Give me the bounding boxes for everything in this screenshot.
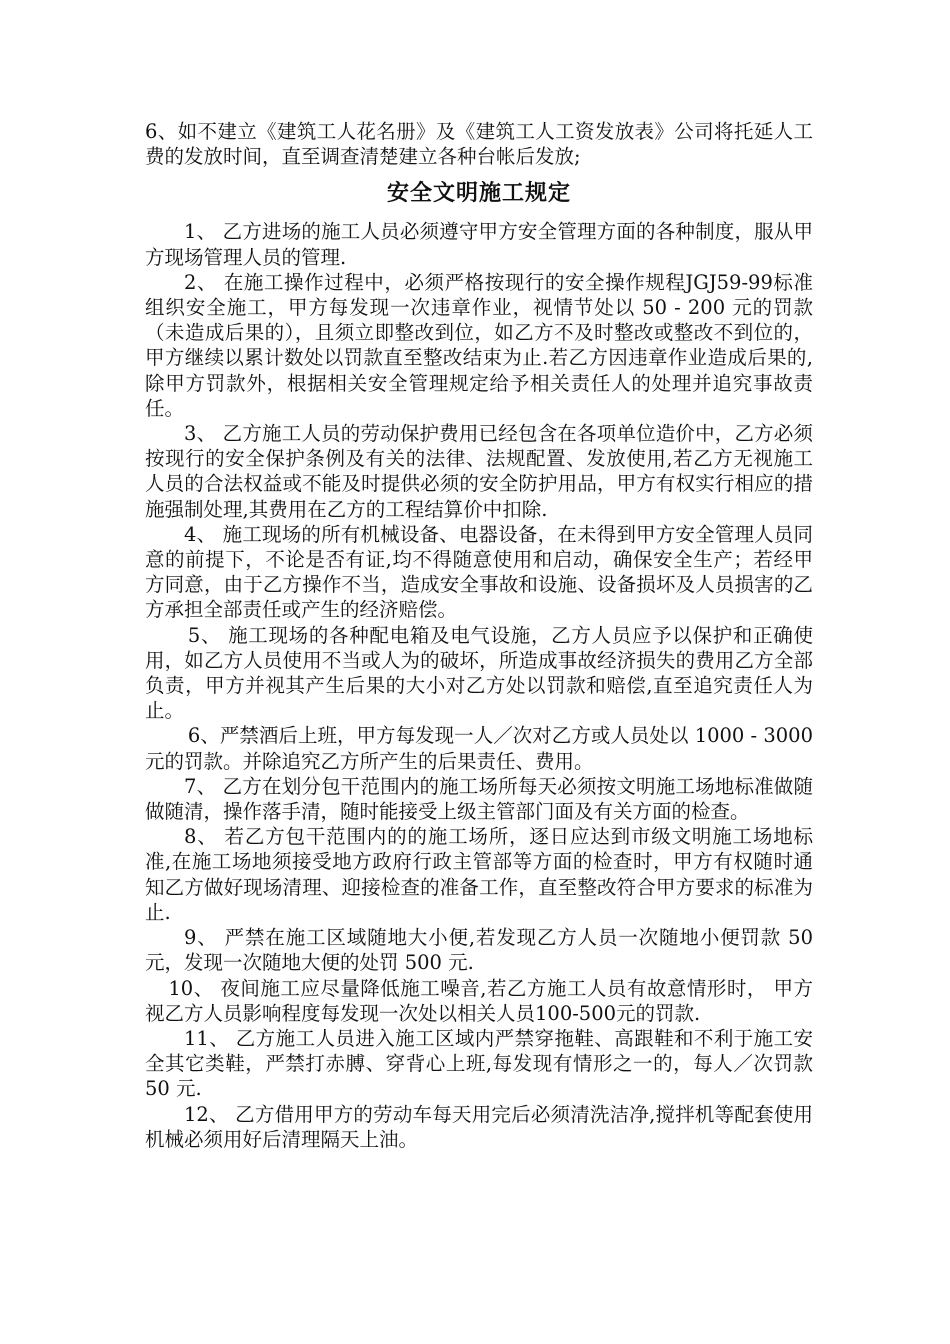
rule-item-10: 10、 夜间施工应尽量降低施工噪音,若乙方施工人员有故意情形时， 甲方视乙方人员影响程度每发现一次处以相关人员100-500元的罚款. [145, 976, 813, 1025]
rule-item-4: 4、 施工现场的所有机械设备、电器设备，在未得到甲方安全管理人员同意的前提下，不论是否有证,均不得随意使用和启动，确保安全生产；若经甲方同意，由于乙方操作不当，造成安全事故和设施、设备损坏及人员损害的乙方承担全部责任或产生的经济赔偿。 [145, 522, 813, 622]
rule-item-8: 8、 若乙方包干范围内的的施工场所，逐日应达到市级文明施工场地标准,在施工场地须接受地方政府行政主管部等方面的检查时，甲方有权随时通知乙方做好现场清理、迎接检查的准备工作，直至整改符合甲方要求的标准为止. [145, 825, 813, 924]
rule-item-7: 7、 乙方在划分包干范围内的施工场所每天必须按文明施工场地标准做随做随清，操作落手清，随时能接受上级主管部门面及有关方面的检查。 [145, 774, 813, 824]
rule-item-9: 9、 严禁在施工区域随地大小便,若发现乙方人员一次随地小便罚款 50 元，发现一次随地大便的处罚 500 元. [145, 926, 820, 975]
rule-item-6: 6、严禁酒后上班，甲方每发现一人／次对乙方或人员处以 1000 - 3000 元的罚款。并除追究乙方所产生的后果责任、费用。 [145, 724, 820, 773]
rule-item-12: 12、 乙方借用甲方的劳动车每天用完后必须清洗洁净,搅拌机等配套使用机械必须用好后清理隔天上油。 [145, 1102, 813, 1151]
intro-paragraph: 6、如不建立《建筑工人花名册》及《建筑工人工资发放表》公司将托延人工费的发放时间，直至调查清楚建立各种台帐后发放; [145, 120, 813, 169]
document-page [145, 119, 820, 1152]
rule-item-1: 1、 乙方进场的施工人员必须遵守甲方安全管理方面的各种制度，服从甲方现场管理人员的管理. [145, 220, 813, 269]
document-title: 安全文明施工规定 [386, 181, 571, 207]
rule-item-11: 11、 乙方施工人员进入施工区域内严禁穿拖鞋、高跟鞋和不利于施工安全其它类鞋，严禁打赤膊、穿背心上班,每发现有情形之一的，每人／次罚款 50 元. [145, 1026, 820, 1101]
rule-item-5: 5、 施工现场的各种配电箱及电气设施，乙方人员应予以保护和正确使用，如乙方人员使用不当或人为的破坏，所造成事故经济损失的费用乙方全部负责，甲方并视其产生后果的大小对乙方处以罚款和赔偿,直至追究责任人为止。 [145, 623, 813, 723]
rule-item-2: 2、 在施工操作过程中，必须严格按现行的安全操作规程JGJ59-99标准组织安全施工，甲方每发现一次违章作业，视情节处以 50 - 200 元的罚款（未造成后果的），且须立即整改到位，如乙方不及时整改或整改不到位的，甲方继续以累计数处以罚款直至整改结束为止.若乙方因违章作业造成后果的,除甲方罚款外，根据相关安全管理规定给予相关责任人的处理并追究事故责任。 [145, 270, 813, 420]
rule-item-3: 3、 乙方施工人员的劳动保护费用已经包含在各项单位造价中，乙方必须按现行的安全保护条例及有关的法律、法规配置、发放使用,若乙方无视施工人员的合法权益或不能及时提供必须的安全防护用品，甲方有权实行相应的措施强制处理,其费用在乙方的工程结算价中扣除. [145, 422, 813, 521]
